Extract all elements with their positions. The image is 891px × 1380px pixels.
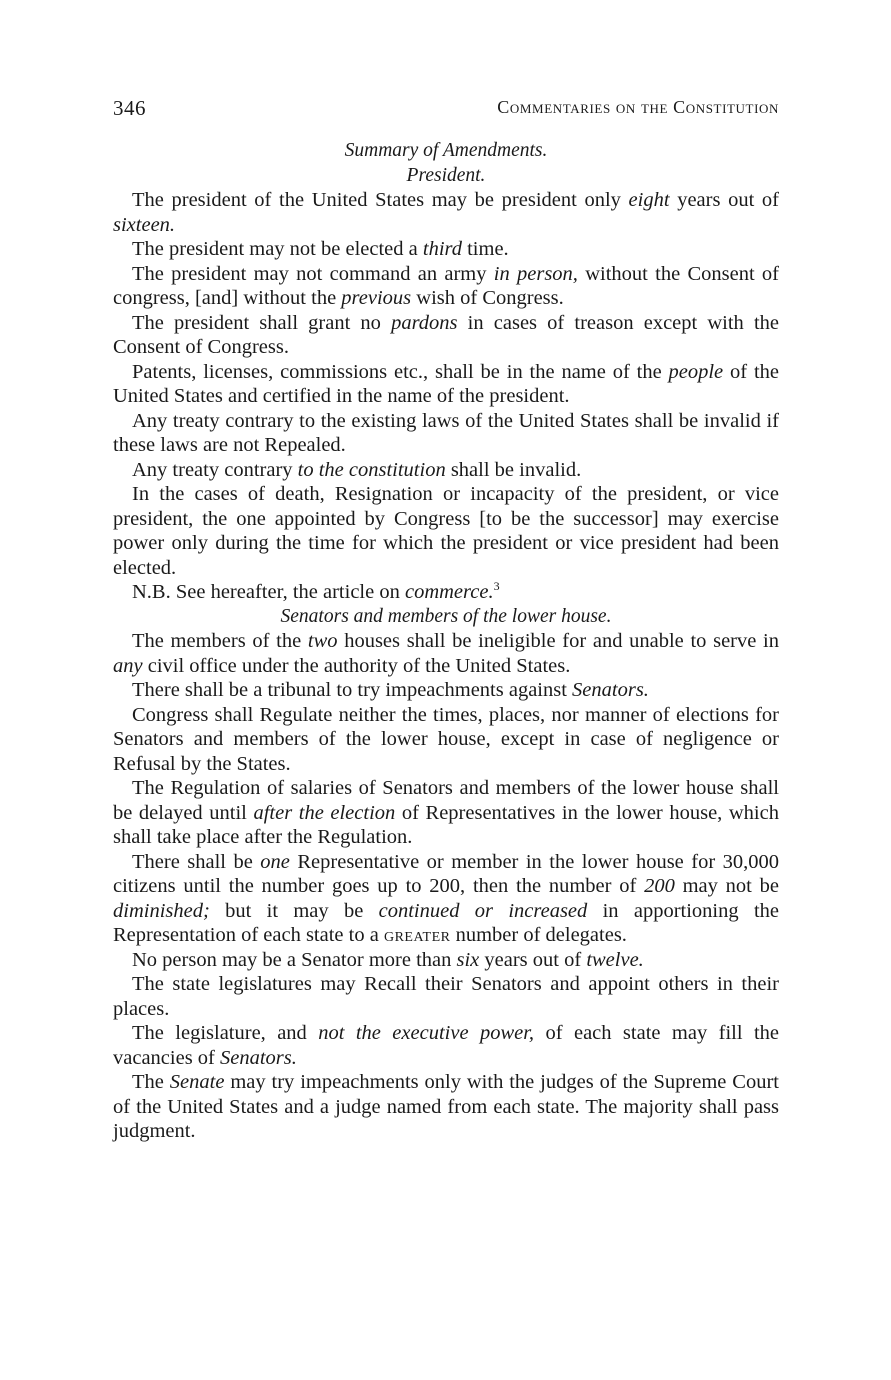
paragraph-pardons: The president shall grant no pardons in cases of treason except with the Consent of Congress. [113, 311, 779, 358]
paragraph-succession: In the cases of death, Resignation or incapacity of the president, or vice president, the one appointed by Congress [to be the successor] may exercise power only during the time for which the president or vice president had been elected. [113, 483, 779, 579]
summary-heading: Summary of Amendments. [344, 140, 548, 161]
paragraph-third-time: The president may not be elected a third time. [132, 238, 509, 260]
paragraph-treaty-constitution: Any treaty contrary to the constitution shall be invalid. [132, 458, 582, 481]
paragraph-president-term: The president of the United States may be president only eight years out of sixteen. [113, 189, 779, 236]
paragraph-command-army: The president may not command an army in person, without the Consent of congress, [and] without the previous wish of Congress. [113, 262, 779, 309]
paragraph-tribunal: There shall be a tribunal to try impeachments against Senators. [132, 679, 649, 701]
paragraph-elections: Congress shall Regulate neither the times, places, nor manner of elections for Senators and members of the lower house, except in case of negligence or Refusal by the States. [113, 703, 779, 775]
page-header [113, 92, 779, 126]
paragraph-treaty-laws: Any treaty contrary to the existing laws of the United States shall be invalid if these laws are not Repealed. [113, 409, 779, 456]
document-page [113, 92, 779, 1144]
page-number: 346 [113, 96, 146, 120]
paragraph-nota-bene: N.B. See hereafter, the article on commerce.$^3$ [132, 579, 500, 603]
senators-heading: Senators and members of the lower house. [280, 605, 612, 627]
paragraph-ineligible: The members of the two houses shall be ineligible for and unable to serve in any civil office under the authority of the United States. [113, 630, 779, 677]
president-heading: President. [406, 164, 486, 186]
paragraph-patents: Patents, licenses, commissions etc., shall be in the name of the people of the United States and certified in the name of the president. [113, 360, 779, 407]
running-head: Commentaries on the Constitution [497, 97, 779, 117]
paragraph-representation: There shall be one Representative or member in the lower house for 30,000 citizens until the number goes up to 200, then the number of 200 may not be diminished; but it may be continued or increased in apportioning the Representation of each state to a greater number of delegates. [113, 850, 779, 946]
paragraph-vacancies: The legislature, and not the executive power, of each state may fill the vacancies of Senators. [113, 1022, 779, 1069]
paragraph-recall: The state legislatures may Recall their Senators and appoint others in their places. [113, 973, 779, 1020]
paragraph-senator-term: No person may be a Senator more than six years out of twelve. [132, 948, 644, 971]
paragraph-salaries: The Regulation of salaries of Senators and members of the lower house shall be delayed until after the election of Representatives in the lower house, which shall take place after the Regulation. [113, 777, 779, 848]
paragraph-senate-impeachments: The Senate may try impeachments only with the judges of the Supreme Court of the United States and a judge named from each state. The majority shall pass judgment. [113, 1071, 779, 1142]
footnote-marker: 3 [493, 579, 500, 594]
